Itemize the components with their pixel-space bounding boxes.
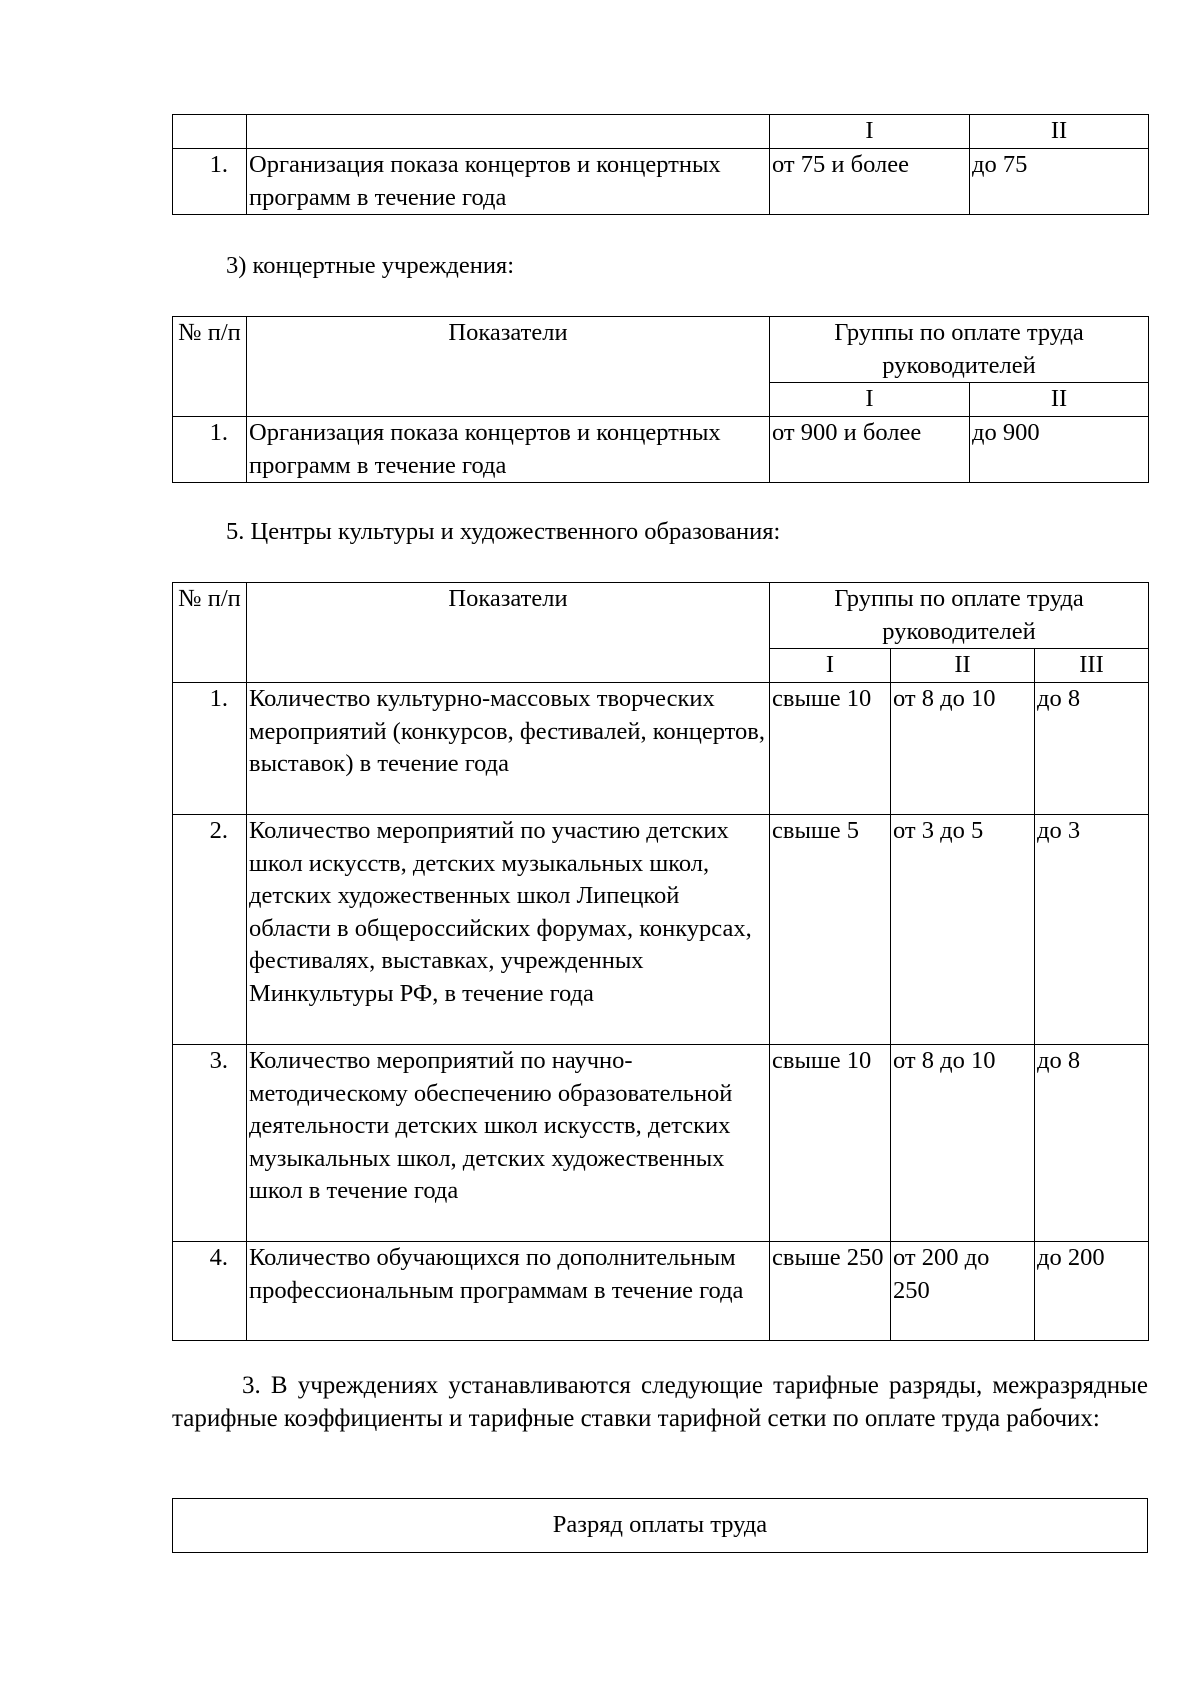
table-header-row (173, 1499, 1148, 1553)
row-group-i-value: от 900 и более (770, 417, 970, 483)
column-grade-header: Разряд оплаты труда (173, 1499, 1148, 1553)
table-row (173, 417, 1149, 483)
row-group-ii-value: до 75 (970, 149, 1149, 215)
group-label-i: I (770, 649, 891, 683)
column-number-header: № п/п (173, 317, 247, 417)
table-continuation (172, 114, 1149, 215)
row-indicator: Количество культурно-массовых творческих мероприятий (конкурсов, фестивалей, концертов, выставок) в течение года (247, 683, 770, 815)
column-groups-header: Группы по оплате труда руководителей (770, 583, 1149, 649)
row-number: 1. (173, 417, 247, 483)
row-number: 4. (173, 1242, 247, 1341)
column-indicators-header: Показатели (247, 317, 770, 417)
row-group-i-value: свыше 10 (770, 1045, 891, 1242)
header-cell-empty (173, 115, 247, 149)
row-group-i-value: от 75 и более (770, 149, 970, 215)
table-header-row (173, 583, 1149, 649)
table-row (173, 149, 1149, 215)
table-row (173, 1045, 1149, 1242)
row-group-iii-value: до 3 (1035, 815, 1149, 1045)
group-label-ii: II (970, 115, 1149, 149)
table-header-row (173, 115, 1149, 149)
row-indicator: Количество мероприятий по участию детских школ искусств, детских музыкальных школ, детских художественных школ Липецкой области в общероссийских форумах, конкурсах, фестивалях, выставках, учрежденных Минкультуры РФ, в течение года (247, 815, 770, 1045)
row-number: 1. (173, 149, 247, 215)
table-row (173, 815, 1149, 1045)
column-indicators-header: Показатели (247, 583, 770, 683)
row-group-iii-value: до 8 (1035, 683, 1149, 815)
table-header-row (173, 317, 1149, 383)
column-groups-header: Группы по оплате труда руководителей (770, 317, 1149, 383)
column-number-header: № п/п (173, 583, 247, 683)
row-group-ii-value: от 3 до 5 (891, 815, 1035, 1045)
table-row (173, 683, 1149, 815)
group-label-ii: II (970, 383, 1149, 417)
row-indicator: Количество обучающихся по дополнительным профессиональным программам в течение года (247, 1242, 770, 1341)
row-group-ii-value: от 200 до 250 (891, 1242, 1035, 1341)
table-concert-institutions (172, 316, 1149, 483)
row-group-i-value: свыше 250 (770, 1242, 891, 1341)
row-indicator: Организация показа концертов и концертных программ в течение года (247, 417, 770, 483)
table-culture-centers (172, 582, 1149, 1341)
row-group-ii-value: от 8 до 10 (891, 683, 1035, 815)
row-group-i-value: свыше 10 (770, 683, 891, 815)
paragraph-tariff-grades: 3. В учреждениях устанавливаются следующие тарифные разряды, межразрядные тарифные коэффициенты и тарифные ставки тарифной сетки по оплате труда рабочих: (172, 1372, 1148, 1432)
group-label-iii: III (1035, 649, 1149, 683)
row-indicator: Организация показа концертов и концертных программ в течение года (247, 149, 770, 215)
row-group-i-value: свыше 5 (770, 815, 891, 1045)
row-indicator: Количество мероприятий по научно-методическому обеспечению образовательной деятельности детских школ искусств, детских музыкальных школ, детских художественных школ в течение года (247, 1045, 770, 1242)
table-tariff-grades (172, 1498, 1148, 1553)
group-label-i: I (770, 383, 970, 417)
group-label-i: I (770, 115, 970, 149)
group-label-ii: II (891, 649, 1035, 683)
section-heading-concert: 3) концертные учреждения: (226, 252, 515, 279)
table-row (173, 1242, 1149, 1341)
header-cell-empty (247, 115, 770, 149)
row-number: 3. (173, 1045, 247, 1242)
row-number: 1. (173, 683, 247, 815)
row-group-iii-value: до 8 (1035, 1045, 1149, 1242)
row-group-iii-value: до 200 (1035, 1242, 1149, 1341)
row-group-ii-value: от 8 до 10 (891, 1045, 1035, 1242)
row-number: 2. (173, 815, 247, 1045)
section-heading-centers: 5. Центры культуры и художественного образования: (226, 518, 781, 545)
row-group-ii-value: до 900 (970, 417, 1149, 483)
